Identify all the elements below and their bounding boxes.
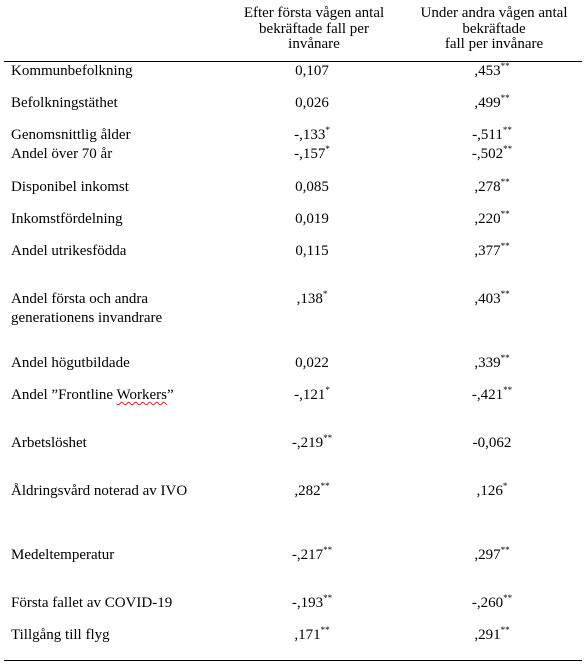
row-label: Disponibel inkomst bbox=[11, 179, 129, 195]
row-label: Andel över 70 år bbox=[11, 146, 113, 162]
value-first-wave: 0,019 bbox=[295, 211, 329, 227]
value-second-wave: -,260** bbox=[471, 593, 513, 611]
bottom-rule bbox=[4, 660, 582, 661]
row-label: Åldringsvård noterad av IVO bbox=[11, 483, 188, 499]
value-second-wave: ,377** bbox=[474, 241, 510, 259]
value-second-wave: ,291** bbox=[474, 625, 510, 643]
column-header-second-wave bbox=[404, 6, 584, 53]
value-second-wave: -,421** bbox=[471, 385, 513, 403]
value-first-wave: -,217** bbox=[291, 545, 333, 563]
value-first-wave: ,171** bbox=[294, 625, 330, 643]
row-label: Tillgång till flyg bbox=[11, 627, 110, 643]
row-label: Andel utrikesfödda bbox=[11, 243, 127, 259]
value-second-wave: ,297** bbox=[474, 545, 510, 563]
row-label: Medeltemperatur bbox=[11, 547, 115, 563]
value-second-wave: -,502** bbox=[471, 144, 513, 162]
value-second-wave: ,499** bbox=[474, 93, 510, 111]
row-label: Inkomstfördelning bbox=[11, 211, 123, 227]
value-second-wave: ,403** bbox=[474, 289, 510, 307]
value-first-wave: -,133* bbox=[294, 125, 330, 143]
value-second-wave: ,278** bbox=[474, 177, 510, 195]
value-first-wave: -,157* bbox=[294, 144, 330, 162]
header-line: Efter första vågen antal bbox=[243, 5, 385, 21]
value-first-wave: 0,085 bbox=[295, 179, 329, 195]
spellcheck-word: Workers bbox=[116, 387, 167, 403]
value-first-wave: 0,026 bbox=[295, 95, 329, 111]
column-header-first-wave bbox=[228, 6, 400, 53]
header-line: invånare bbox=[288, 36, 340, 52]
row-label: Arbetslöshet bbox=[11, 435, 87, 451]
value-second-wave: ,126* bbox=[476, 481, 508, 499]
table-header bbox=[0, 0, 587, 62]
row-label: Genomsnittlig ålder bbox=[11, 127, 131, 143]
value-first-wave: -,193** bbox=[291, 593, 333, 611]
value-first-wave: 0,115 bbox=[295, 243, 329, 259]
value-first-wave: 0,107 bbox=[295, 63, 329, 79]
row-label: Andel första och andra generationens invandrare bbox=[11, 291, 163, 326]
header-line: bekräftade fall per bbox=[259, 20, 369, 37]
row-label: Andel ”Frontline Workers” bbox=[11, 387, 174, 403]
value-second-wave: ,220** bbox=[474, 209, 510, 227]
value-first-wave: 0,022 bbox=[295, 355, 329, 371]
value-first-wave: -,219** bbox=[291, 433, 333, 451]
value-second-wave: -,511** bbox=[472, 125, 512, 143]
value-first-wave: -,121* bbox=[294, 385, 330, 403]
header-line: Under andra vågen antal bbox=[420, 5, 568, 21]
row-label: Andel högutbildade bbox=[11, 355, 130, 371]
value-first-wave: ,282** bbox=[294, 481, 330, 499]
value-second-wave: ,339** bbox=[474, 353, 510, 371]
value-second-wave: ,453** bbox=[474, 61, 510, 79]
row-label: Första fallet av COVID-19 bbox=[11, 595, 173, 611]
value-first-wave: ,138* bbox=[296, 289, 328, 307]
header-line: bekräftade bbox=[462, 20, 526, 37]
row-label: Befolkningstäthet bbox=[11, 95, 118, 111]
value-second-wave: -0,062 bbox=[472, 435, 512, 451]
header-line: fall per invånare bbox=[444, 36, 544, 52]
row-label: Kommunbefolkning bbox=[11, 63, 133, 79]
